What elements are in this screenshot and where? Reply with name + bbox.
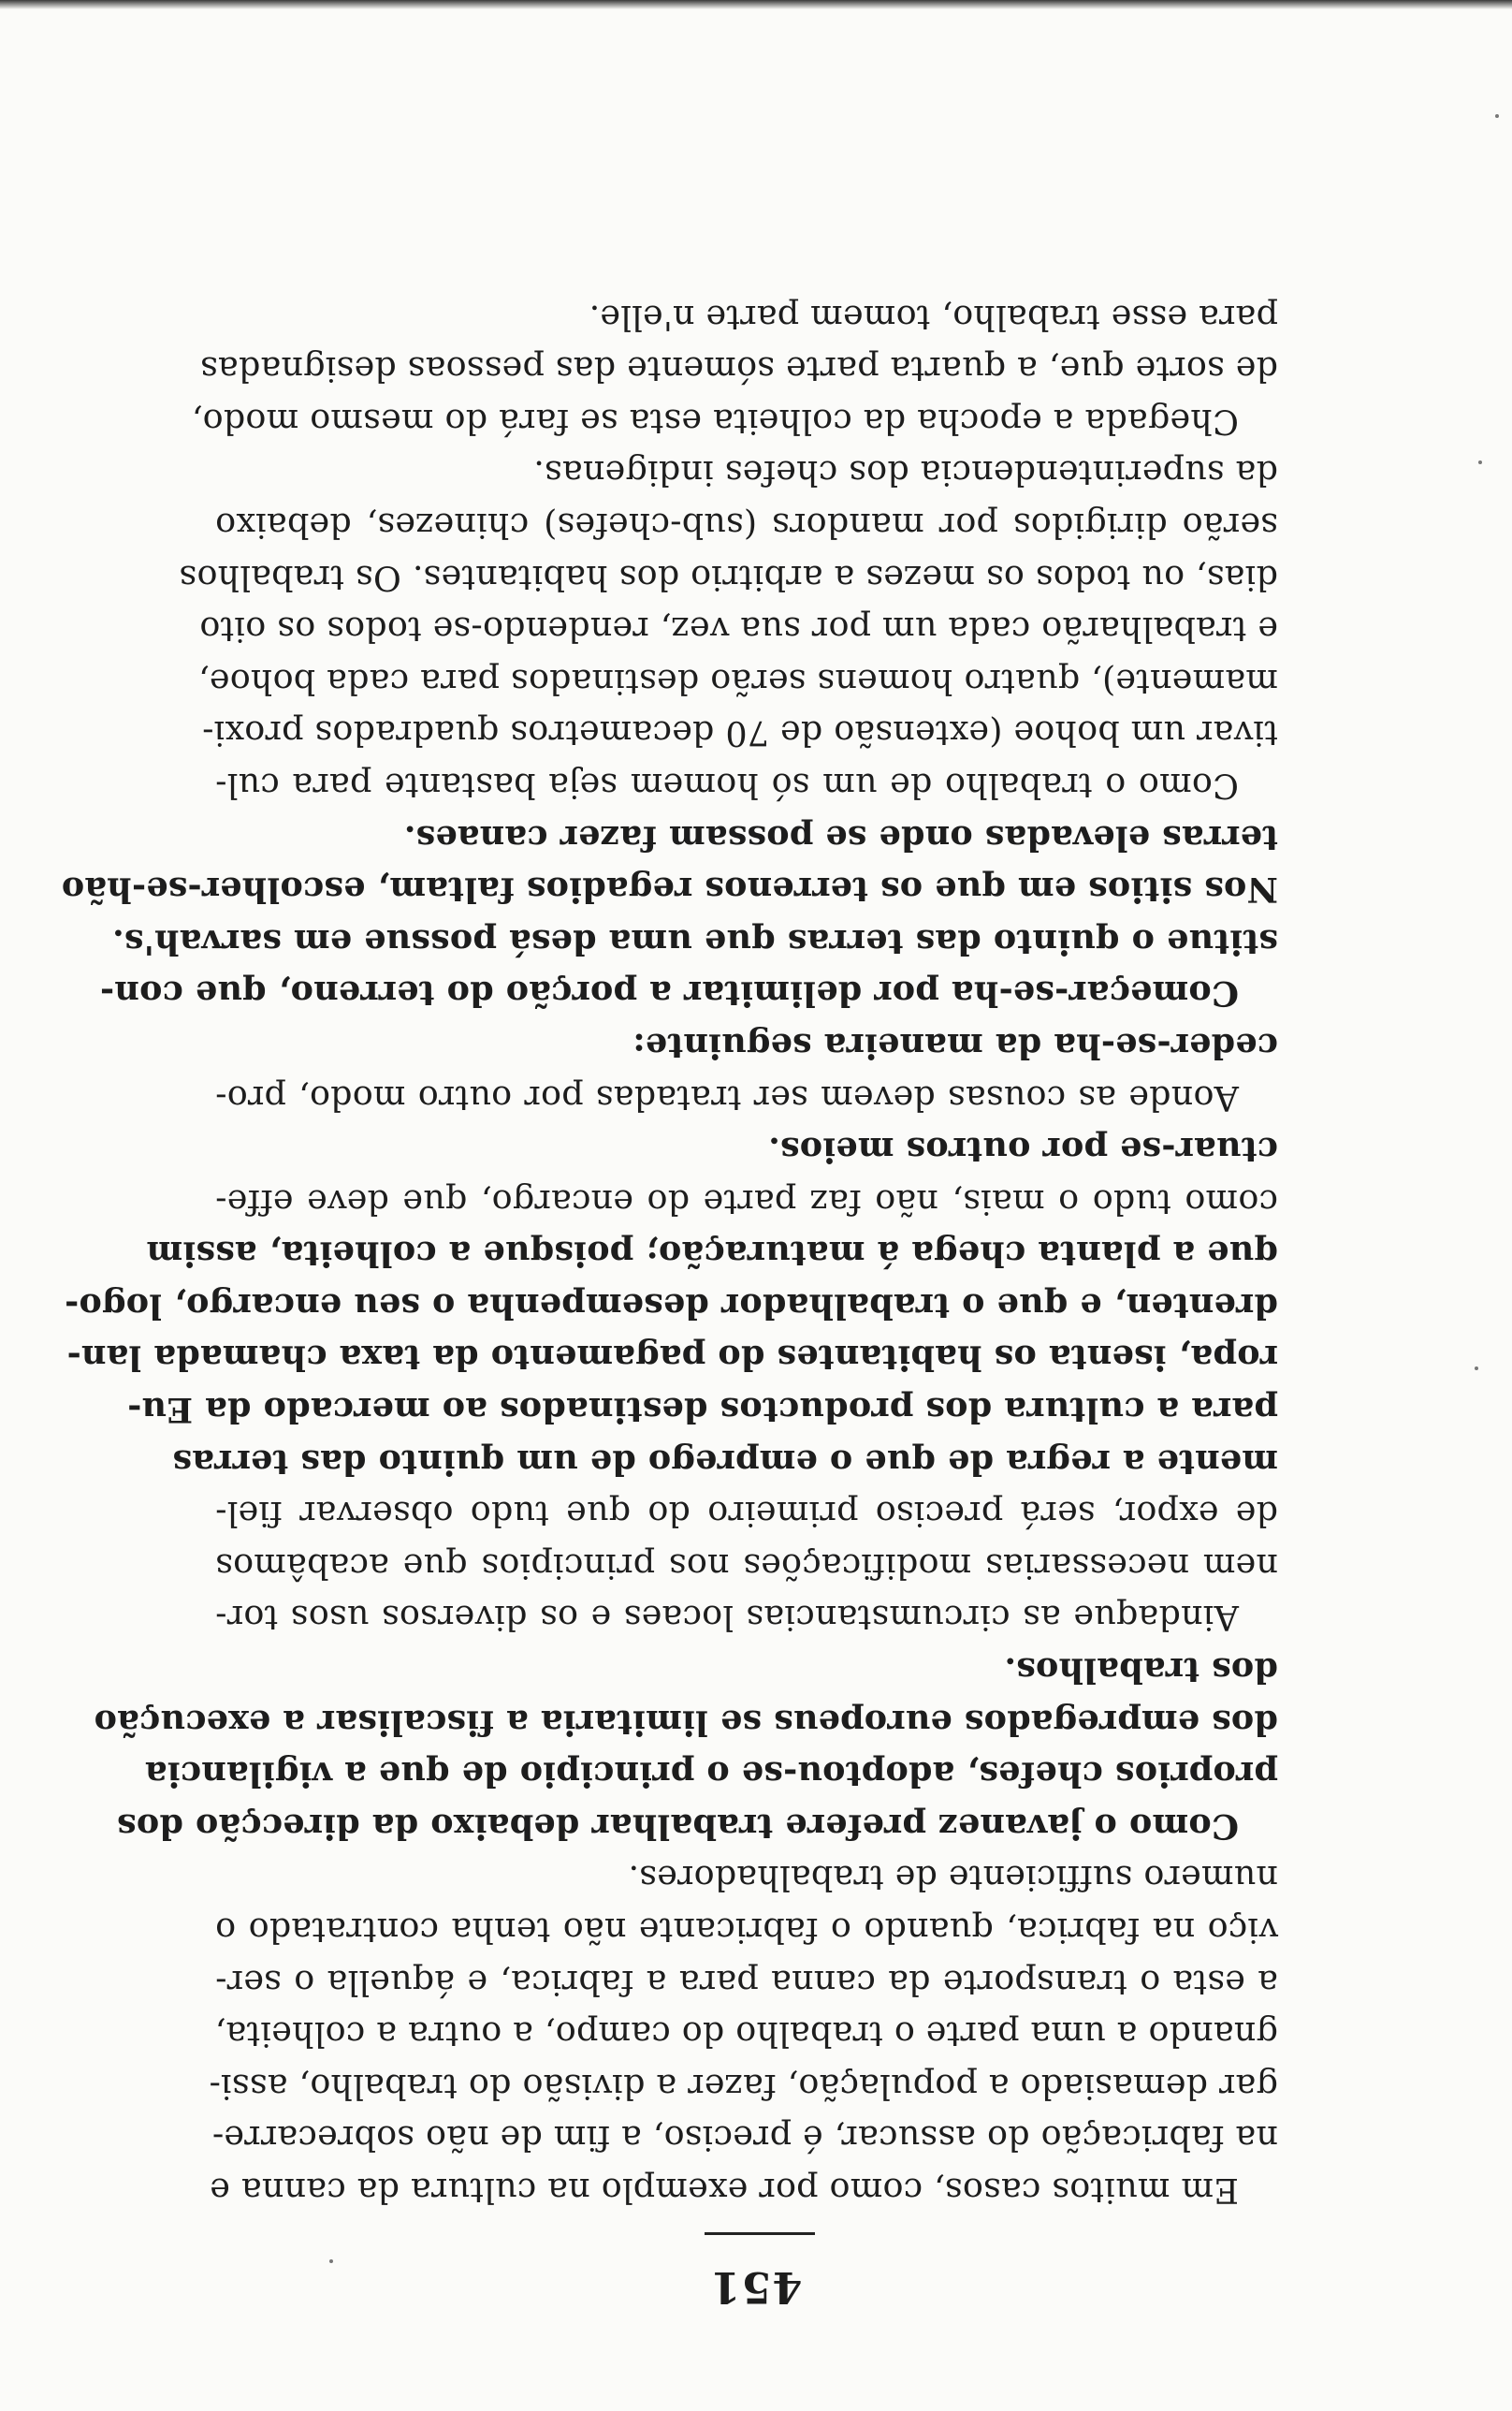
- scan-speck: [1475, 1366, 1478, 1370]
- text-line: proprios chefes, adoptou-se o principio de que a vigilancia: [144, 1754, 1278, 1795]
- text-line: que a planta chega á maturação; poisque a colheita, assim: [146, 1234, 1278, 1275]
- text-line: e trabalharão cada um por sua vez, rendendo-se todos os oito: [199, 609, 1278, 650]
- text-line: Chegada a epocha da colheita esta se fará do mesmo modo,: [191, 401, 1239, 442]
- text-line: Em muitos casos, como por exemplo na cultura da canna e: [210, 2170, 1239, 2211]
- text-line: Nos sitios em que os terrenos regadios faltam, escolher-se-hão: [61, 869, 1278, 911]
- text-line: dos empregados europeus se limitaria a fiscalisar a execução: [94, 1702, 1278, 1743]
- text-line: na fabricação do assucar, é preciso, a fim de não sobrecarre-: [211, 2118, 1278, 2159]
- text-line: ceder-se-ha da maneira seguinte:: [632, 1025, 1278, 1066]
- text-line: a esta o transporte da canna para a fabrica, e áquella o ser-: [215, 1962, 1278, 2003]
- text-line: Aonde as cousas devem ser tratadas por outro modo, pro-: [215, 1077, 1239, 1118]
- page-header: [0, 2262, 1512, 2313]
- text-line: Começar-se-ha por delimitar a porção do terreno, que con-: [99, 973, 1239, 1015]
- text-line: como tudo o mais, não faz parte do encargo, que deve effe-: [215, 1181, 1278, 1222]
- text-line: serão dirigidos por mandors (sub-chefes) chinezes, debaixo: [215, 505, 1278, 546]
- text-line: ropa, isenta os habitantes do pagamento da taxa chamada lan-: [66, 1337, 1278, 1379]
- text-line: Aindaque as circumstancias locaes e os diversos usos tor-: [215, 1598, 1239, 1639]
- text-line: dos trabalhos.: [1004, 1650, 1278, 1691]
- scan-speck: [1478, 460, 1482, 464]
- text-line: terras elevadas onde se possam fazer canaes.: [403, 817, 1278, 858]
- scan-speck: [329, 2259, 333, 2263]
- text-line: ctuar-se por outros meios.: [767, 1130, 1278, 1171]
- text-line: drenten, e que o trabalhador desempenha o seu encargo, logo-: [64, 1285, 1278, 1326]
- text-line: numero sufficiente de trabalhadores.: [628, 1858, 1278, 1899]
- text-line: Como o trabalho de um só homem seja bastante para cul-: [215, 765, 1239, 806]
- text-line: de expor, será preciso primeiro do que tudo observar fiel-: [215, 1494, 1278, 1535]
- scan-speck: [1495, 114, 1499, 118]
- header-rule: [705, 2232, 815, 2235]
- body-text: [61, 291, 1278, 2216]
- text-line: gnando a uma parte o trabalho do campo, a outra a colheita,: [214, 2014, 1278, 2055]
- text-line: stitue o quinto das terras que uma desá possue em sarvah's.: [111, 921, 1278, 962]
- text-line: para a cultura dos productos destinados ao mercado da Eu-: [126, 1390, 1278, 1431]
- text-line: mamente), quatro homens serão destinados para cada bohoe,: [197, 661, 1278, 702]
- text-line: de sorte que, a quarta parte sómente das pessoas designadas: [199, 349, 1278, 390]
- text-line: Como o javanez prefere trabalhar debaixo da direcção dos: [116, 1805, 1239, 1847]
- text-line: nem necessarias modificações nos principios que acabâmos: [215, 1545, 1278, 1586]
- text-line: para esse trabalho, tomem parte n'elle.: [589, 297, 1278, 338]
- text-line: tivar um bohoe (extensão de 70 decametros quadrados proxi-: [201, 713, 1278, 754]
- text-line: gar demasiado a população, fazer a divisão do trabalho, assi-: [209, 2066, 1278, 2107]
- text-line: da superintendencia dos chefes indigenas.: [533, 453, 1278, 494]
- text-line: dias, ou todos os mezes a arbitrio dos habitantes. Os trabalhos: [179, 557, 1278, 598]
- text-line: mente a regra de que o emprego de um quinto das terras: [172, 1441, 1278, 1483]
- text-line: viço na fabrica, quando o fabricante não tenha contratado o: [215, 1910, 1278, 1951]
- page-number: 451: [709, 2262, 803, 2313]
